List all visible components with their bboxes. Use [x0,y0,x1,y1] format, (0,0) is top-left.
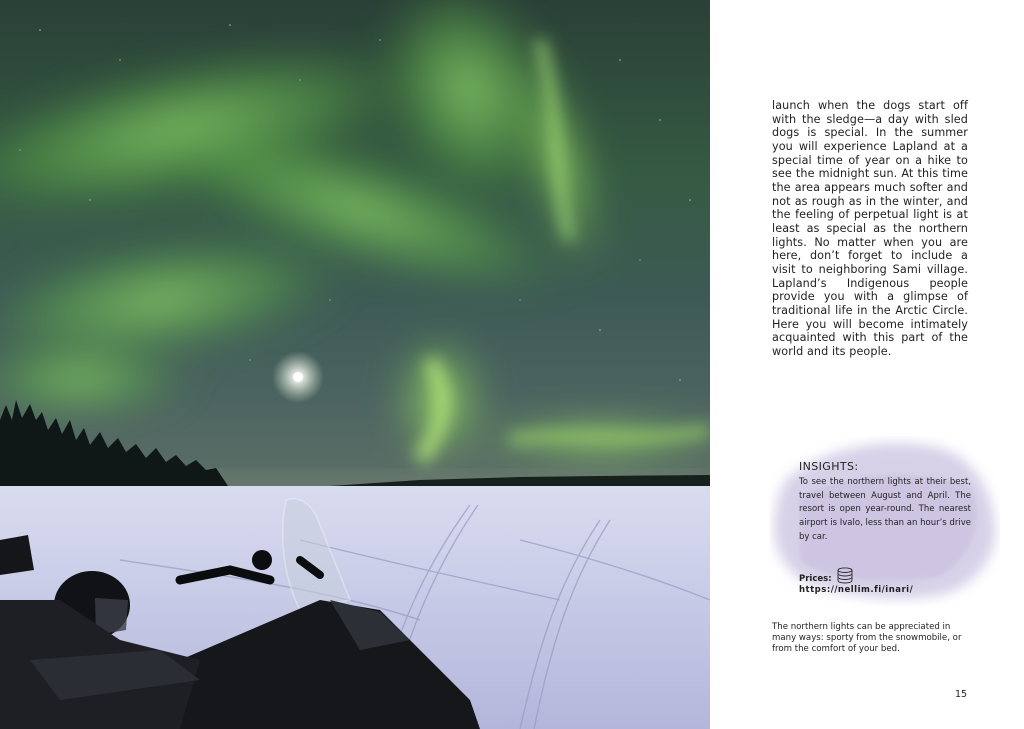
prices-line [799,567,854,584]
resort-link[interactable]: https://nellim.fi/inari/ [799,585,914,595]
insights-title: INSIGHTS: [799,460,859,473]
article-body-text: launch when the dogs start off with the sledge—a day with sled dogs is special. In the summer you will experience Lapland at a special time of year on a hike to see the midnight sun. At this time the area appears much softer and not as rough as in the winter, and the feeling of perpetual light is at least as special as the northern lights. No matter when you are here, don’t forget to include a visit to neighboring Sami village. Lapland’s Indigenous people provide you with a glimpse of traditional life in the Arctic Circle. Here you will become intimately acquainted with this part of the world and its people. [772,99,968,358]
page-number: 15 [955,689,968,700]
photo-caption: The northern lights can be appreciated in many ways: sporty from the snowmobile, or from the comfort of your bed. [772,622,962,654]
insights-text: To see the northern lights at their best, travel between August and April. The resort is open year-round. The nearest airport is Ivalo, less than an hour’s drive by car. [799,477,971,542]
insights-box [770,436,1000,606]
coins-icon [836,567,854,584]
prices-label: Prices: [799,574,832,584]
